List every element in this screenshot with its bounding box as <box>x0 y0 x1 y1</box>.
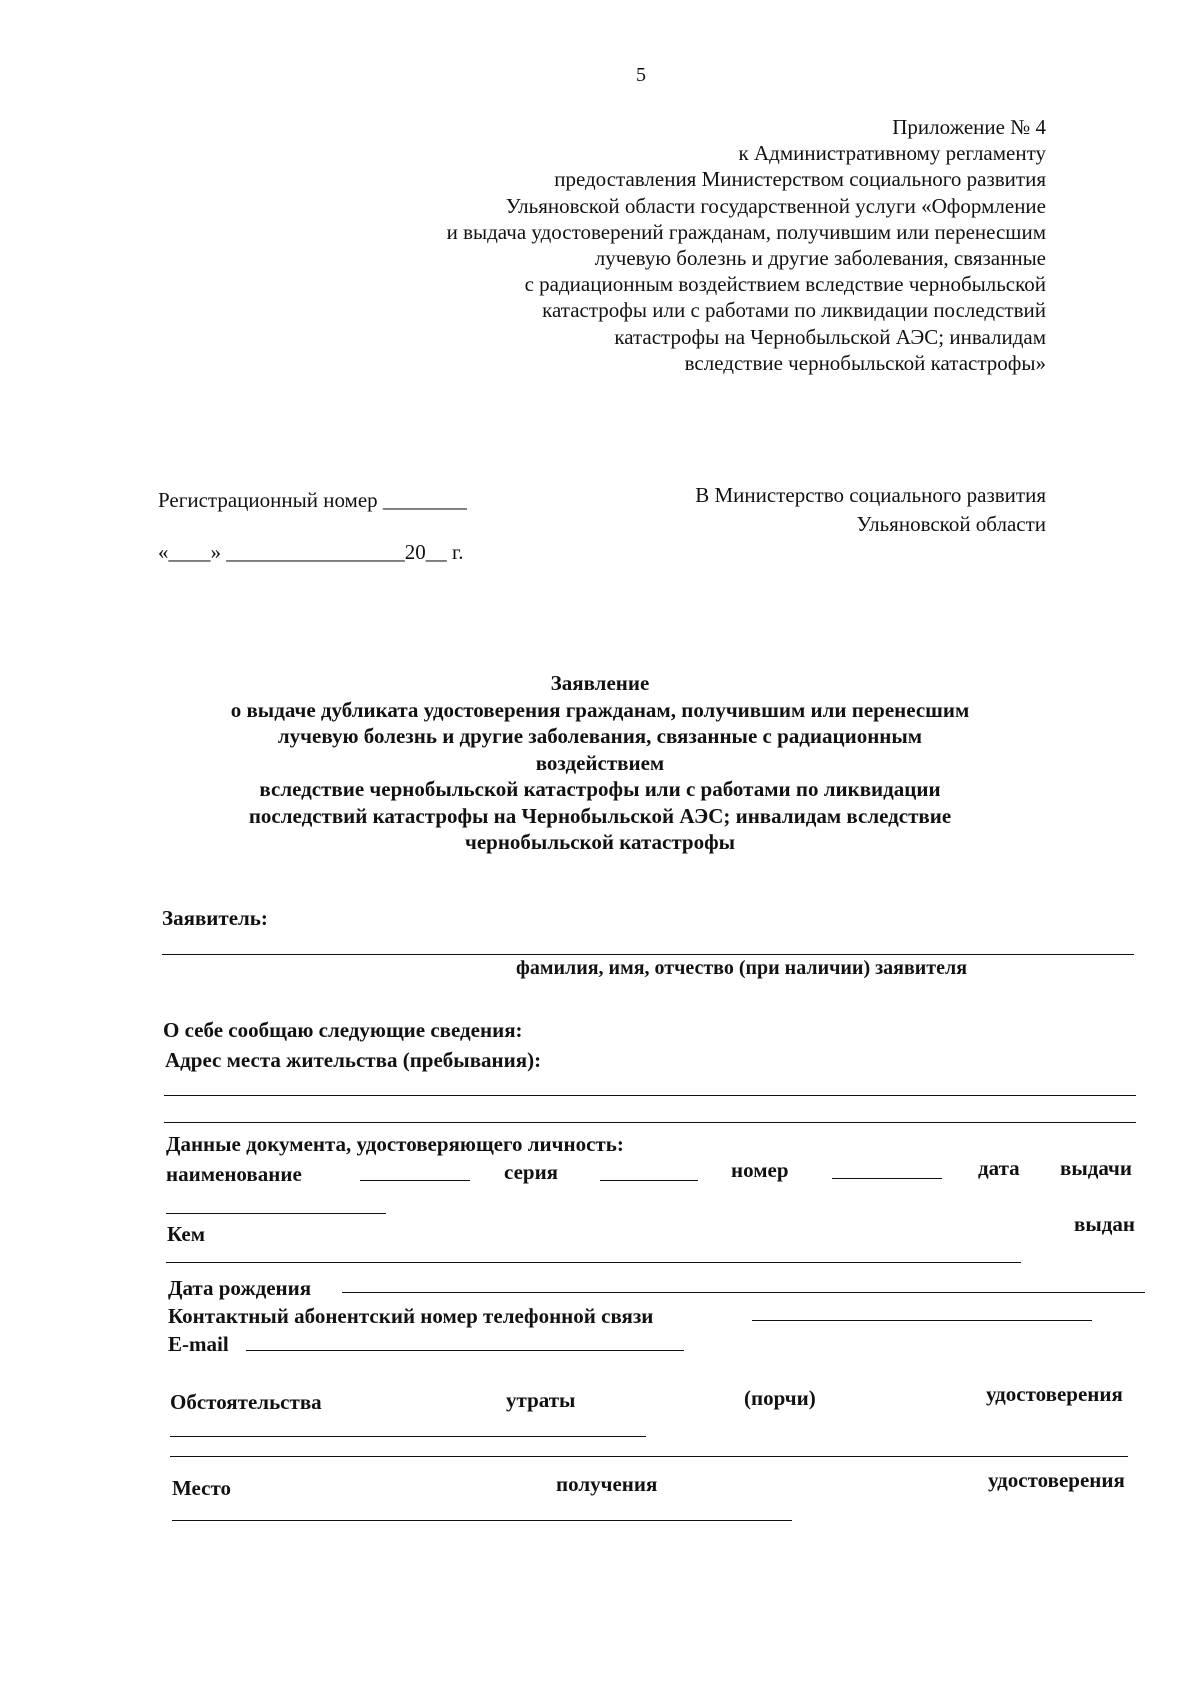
circumstances-field-line-1[interactable] <box>170 1436 646 1437</box>
place-word-3: удостоверения <box>988 1468 1125 1492</box>
title-line: вследствие чернобыльской катастрофы или с работами по ликвидации <box>259 777 941 801</box>
title-line: Заявление <box>550 671 650 695</box>
appendix-line: с радиационным воздействием вследствие чернобыльской <box>524 272 1046 297</box>
circumstances-word-3: (порчи) <box>744 1386 816 1410</box>
doc-name-label: наименование <box>166 1162 302 1186</box>
title-line: чернобыльской катастрофы <box>464 830 736 854</box>
doc-number-field-line[interactable] <box>832 1178 942 1179</box>
title-line: воздействием <box>535 750 665 775</box>
appendix-line: вследствие чернобыльской катастрофы» <box>684 350 1046 375</box>
doc-issue-label: выдачи <box>1060 1156 1132 1180</box>
birth-date-label: Дата рождения <box>168 1276 312 1300</box>
title-line: о выдаче дубликата удостоверения гражданам, получившим или перенесшим <box>230 697 970 722</box>
address-field-line-1[interactable] <box>164 1095 1136 1096</box>
place-field-line[interactable] <box>172 1520 792 1521</box>
registration-number: Регистрационный номер ________ <box>158 488 467 512</box>
place-word-2: получения <box>556 1472 658 1496</box>
issued-by-field-line[interactable] <box>166 1262 1021 1263</box>
doc-name-field-line[interactable] <box>360 1180 470 1181</box>
email-field-line[interactable] <box>246 1350 684 1351</box>
appendix-line: предоставления Министерством социального развития <box>554 167 1046 192</box>
document-title <box>180 670 1020 856</box>
birth-date-field-line[interactable] <box>342 1292 1145 1293</box>
id-document-label: Данные документа, удостоверяющего личность: <box>166 1132 624 1156</box>
page-number: 5 <box>636 64 646 86</box>
appendix-line: катастрофы или с работами по ликвидации последствий <box>542 298 1046 323</box>
applicant-field-line[interactable] <box>162 954 1134 955</box>
address-label: Адрес места жительства (пребывания): <box>165 1048 542 1072</box>
circumstances-word-1: Обстоятельства <box>170 1390 322 1414</box>
circumstances-word-4: удостоверения <box>986 1382 1123 1406</box>
appendix-line: Ульяновской области государственной услуги «Оформление <box>505 193 1046 218</box>
phone-field-line[interactable] <box>752 1320 1092 1321</box>
doc-series-label: серия <box>504 1160 559 1184</box>
appendix-block <box>286 114 1046 376</box>
addressee-line-1: В Министерство социального развития <box>695 483 1046 507</box>
doc-number-label: номер <box>731 1158 789 1182</box>
applicant-caption: фамилия, имя, отчество (при наличии) заявителя <box>516 957 968 979</box>
appendix-line: катастрофы на Чернобыльской АЭС; инвалидам <box>614 324 1046 349</box>
addressee-line-2: Ульяновской области <box>856 512 1046 536</box>
circumstances-field-line-2[interactable] <box>170 1456 1128 1457</box>
email-label: E-mail <box>168 1332 229 1356</box>
appendix-line: и выдача удостоверений гражданам, получившим или перенесшим <box>446 219 1046 244</box>
appendix-line: к Административному регламенту <box>738 141 1046 166</box>
issued-by-label: Кем <box>167 1222 206 1246</box>
registration-date: «____» _________________20__ г. <box>158 540 464 564</box>
issued-label: выдан <box>1074 1212 1135 1236</box>
title-line: последствий катастрофы на Чернобыльской АЭС; инвалидам вследствие <box>248 803 952 828</box>
doc-series-field-line[interactable] <box>600 1180 698 1181</box>
place-word-1: Место <box>172 1476 231 1500</box>
doc-date-label: дата <box>978 1156 1020 1180</box>
appendix-line: лучевую болезнь и другие заболевания, связанные <box>594 245 1046 270</box>
address-field-line-2[interactable] <box>164 1122 1136 1123</box>
phone-label: Контактный абонентский номер телефонной связи <box>168 1304 654 1328</box>
applicant-label: Заявитель: <box>162 906 268 930</box>
doc-issue-date-field-line[interactable] <box>166 1213 386 1214</box>
about-self-label: О себе сообщаю следующие сведения: <box>163 1018 523 1042</box>
circumstances-word-2: утраты <box>506 1388 576 1412</box>
title-line: лучевую болезнь и другие заболевания, связанные с радиационным <box>277 724 923 748</box>
appendix-line: Приложение № 4 <box>892 115 1046 139</box>
